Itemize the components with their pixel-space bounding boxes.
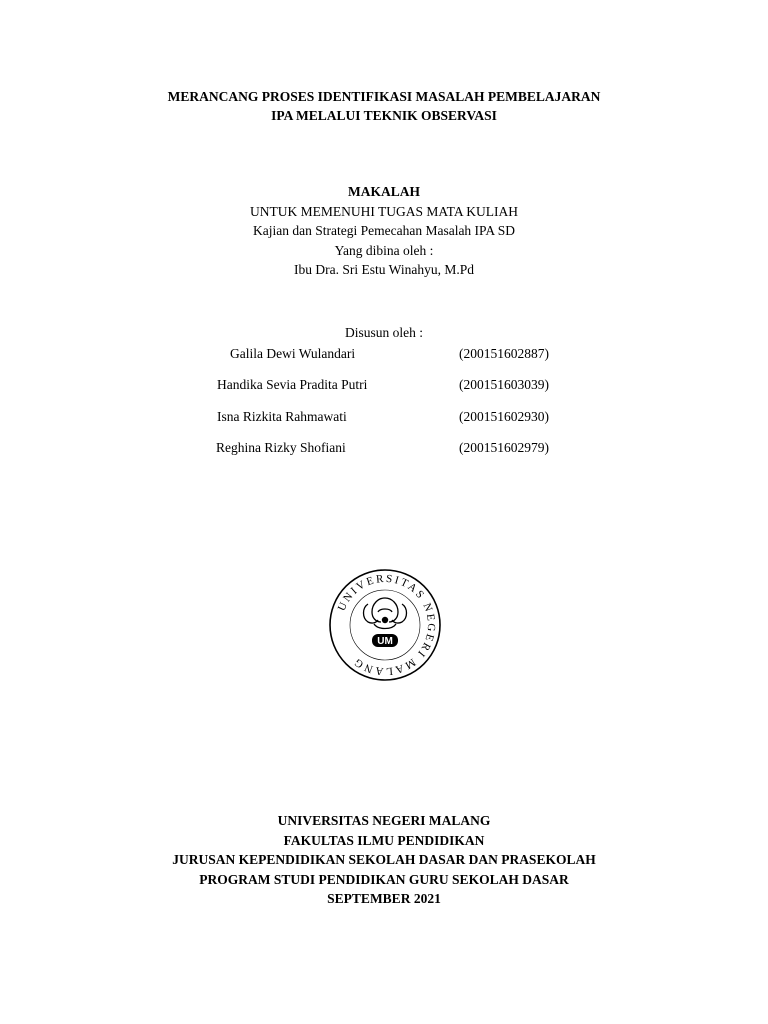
author-name: Handika Sevia Pradita Putri <box>217 377 368 392</box>
university-name: UNIVERSITAS NEGERI MALANG <box>277 813 491 828</box>
doc-type-label: MAKALAH <box>348 184 420 199</box>
author-nim: (200151602930) <box>459 409 549 424</box>
program-name: PROGRAM STUDI PENDIDIKAN GURU SEKOLAH DASAR <box>199 872 569 887</box>
authors-heading: Disusun oleh : <box>344 325 423 340</box>
svg-text:UNIVERSITAS NEGERI MALANG: UNIVERSITAS NEGERI MALANG <box>335 572 438 678</box>
university-seal-icon <box>328 568 442 682</box>
title-line-2: IPA MELALUI TEKNIK OBSERVASI <box>271 108 497 123</box>
doc-purpose: UNTUK MEMENUHI TUGAS MATA KULIAH <box>250 204 518 219</box>
course-name: Kajian dan Strategi Pemecahan Masalah IPA SD <box>253 223 515 238</box>
author-nim: (200151602887) <box>459 346 549 361</box>
faculty-name: FAKULTAS ILMU PENDIDIKAN <box>283 833 485 848</box>
logo-monogram: UM <box>377 636 393 647</box>
author-name: Isna Rizkita Rahmawati <box>217 409 347 424</box>
author-name: Galila Dewi Wulandari <box>230 346 356 361</box>
author-name: Reghina Rizky Shofiani <box>216 440 346 455</box>
department-name: JURUSAN KEPENDIDIKAN SEKOLAH DASAR DAN PRASEKOLAH <box>172 852 596 867</box>
supervised-label: Yang dibina oleh : <box>334 243 434 258</box>
author-nim: (200151603039) <box>459 377 549 392</box>
document-date: SEPTEMBER 2021 <box>327 891 441 906</box>
title-line-1: MERANCANG PROSES IDENTIFIKASI MASALAH PEMBELAJARAN <box>167 89 601 104</box>
author-nim: (200151602979) <box>459 440 549 455</box>
supervisor-name: Ibu Dra. Sri Estu Winahyu, M.Pd <box>294 262 474 277</box>
